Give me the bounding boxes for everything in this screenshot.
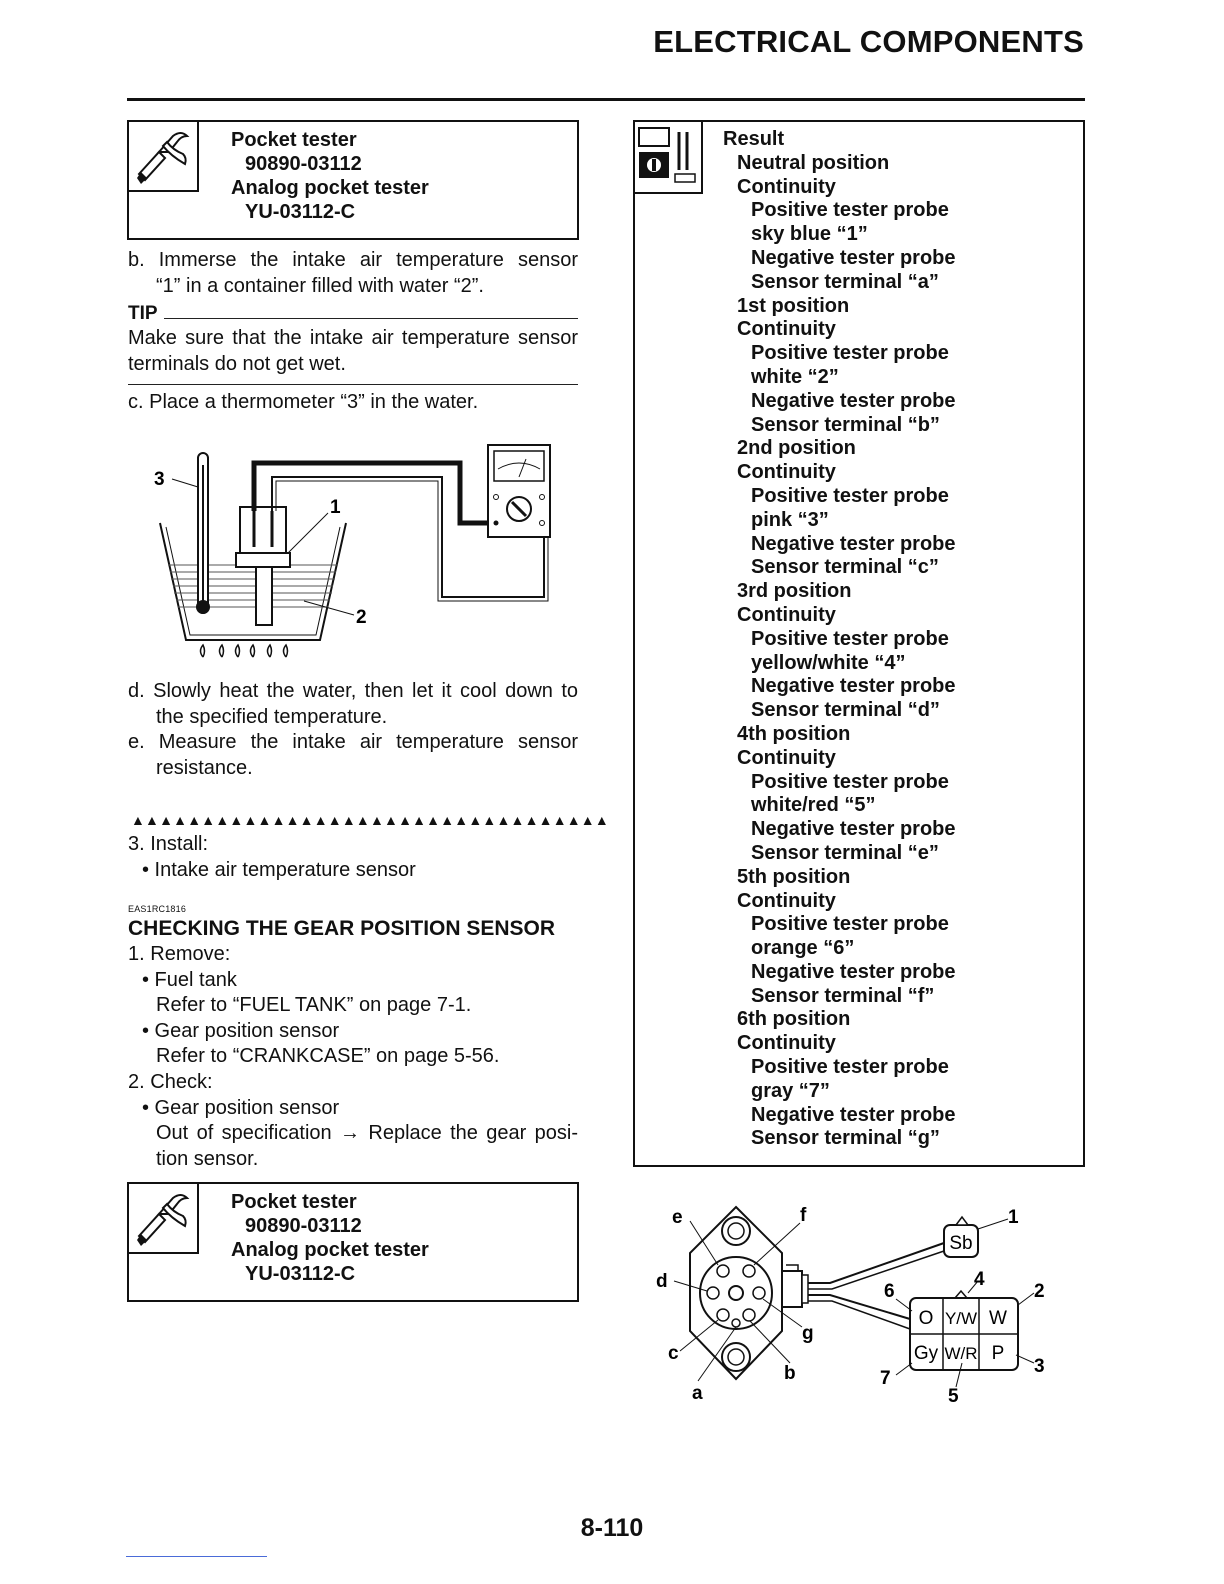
step-label: e.: [128, 731, 145, 753]
tool-part-number: 90890-03112: [245, 153, 362, 175]
positive-probe-label: Positive tester probe: [751, 1056, 949, 1079]
step-label: 2.: [128, 1071, 145, 1093]
negative-probe-value: Sensor terminal “g”: [751, 1127, 940, 1150]
remove-step: [128, 942, 578, 1070]
check-step: [128, 1070, 578, 1172]
multimeter-icon: [635, 122, 703, 194]
tool-name: Pocket tester: [231, 129, 357, 151]
step-title: Remove:: [150, 943, 231, 965]
result-list: [723, 128, 956, 1151]
gear-position: Neutral position: [737, 151, 890, 174]
result-spec-box: [633, 120, 1085, 1167]
step-label: d.: [128, 680, 145, 702]
positive-probe-value: sky blue “1”: [751, 223, 868, 246]
remove-item: • Gear position sensor: [142, 1019, 340, 1042]
callout-6: 6: [884, 1281, 895, 1302]
page-title: ELECTRICAL COMPONENTS: [653, 24, 1084, 59]
terminal-g-label: g: [802, 1323, 814, 1344]
tool-icon: [129, 1184, 199, 1254]
positive-probe-label: Positive tester probe: [751, 913, 949, 936]
step-text-continued: resistance.: [156, 756, 253, 779]
callout-4: 4: [974, 1269, 985, 1290]
negative-probe-value: Sensor terminal “a”: [751, 270, 939, 293]
install-item: • Intake air temperature sensor: [142, 858, 416, 881]
callout-5: 5: [948, 1386, 959, 1407]
positive-probe-value: gray “7”: [751, 1079, 830, 1102]
terminal-f-label: f: [800, 1205, 807, 1226]
tool-part-number: YU-03112-C: [245, 1263, 356, 1285]
step-text: Slowly heat the water, then let it cool down to: [153, 680, 578, 702]
heat-flames-icon: [201, 645, 288, 657]
terminal-a-label: a: [692, 1383, 703, 1404]
callout-2: 2: [1034, 1281, 1045, 1302]
result-state: Continuity: [737, 603, 836, 626]
step-b: [128, 248, 578, 299]
result-state: Continuity: [737, 746, 836, 769]
special-tool-box-1: [127, 120, 579, 240]
gear-position: 6th position: [737, 1008, 851, 1031]
tip-text: [128, 326, 578, 377]
connector-cell-o: O: [918, 1308, 934, 1329]
result-state: Continuity: [737, 889, 836, 912]
tip-rule: [164, 318, 578, 319]
section-code: EAS1RC1816: [128, 904, 187, 914]
remove-item: • Fuel tank: [142, 968, 237, 991]
positive-probe-value: white/red “5”: [751, 794, 876, 817]
special-tool-box-2: [127, 1182, 579, 1302]
result-state: Continuity: [737, 318, 836, 341]
callout-2: 2: [356, 607, 367, 628]
connector-cell-gy: Gy: [913, 1343, 939, 1364]
connector-cell-wr: W/R: [944, 1344, 978, 1363]
negative-probe-value: Sensor terminal “e”: [751, 841, 939, 864]
step-title: Check:: [150, 1071, 213, 1093]
tip-line: Make sure that the intake air temperature sensor: [128, 327, 578, 349]
connector-cell-yw: Y/W: [944, 1309, 978, 1328]
result-title: Result: [723, 128, 785, 150]
positive-probe-value: yellow/white “4”: [751, 651, 906, 674]
page-number: 8-110: [580, 1514, 644, 1542]
positive-probe-label: Positive tester probe: [751, 770, 949, 793]
gear-position: 2nd position: [737, 437, 856, 460]
terminal-c-label: c: [668, 1343, 679, 1364]
step-e: [128, 730, 578, 781]
positive-probe-label: Positive tester probe: [751, 484, 949, 507]
positive-probe-label: Positive tester probe: [751, 342, 949, 365]
step-c: [128, 390, 578, 416]
positive-probe-label: Positive tester probe: [751, 627, 949, 650]
footer-link-underline[interactable]: [126, 1556, 267, 1557]
result-state: Continuity: [737, 461, 836, 484]
negative-probe-label: Negative tester probe: [751, 532, 956, 555]
negative-probe-value: Sensor terminal “c”: [751, 556, 939, 579]
callout-3: 3: [1034, 1356, 1045, 1377]
result-state: Continuity: [737, 1032, 836, 1055]
negative-probe-label: Negative tester probe: [751, 675, 956, 698]
callout-1: 1: [330, 497, 341, 518]
tool-part-number: 90890-03112: [245, 1215, 362, 1237]
step-text: Immerse the intake air temperature sensor: [158, 249, 578, 271]
sensor-water-test-figure: [140, 435, 560, 665]
callout-1: 1: [1008, 1207, 1019, 1228]
check-instruction: tion sensor.: [156, 1147, 259, 1170]
terminal-e-label: e: [672, 1207, 683, 1228]
connector-cell-p: P: [991, 1343, 1005, 1364]
negative-probe-label: Negative tester probe: [751, 389, 956, 412]
step-label: 3.: [128, 833, 145, 855]
step-text-continued: the specified temperature.: [156, 705, 388, 728]
step-label: b.: [128, 249, 145, 271]
gear-position: 1st position: [737, 294, 850, 317]
page-reference: Refer to “FUEL TANK” on page 7-1.: [156, 994, 472, 1016]
terminal-b-label: b: [784, 1363, 796, 1384]
step-title: Install:: [150, 833, 209, 855]
terminal-d-label: d: [656, 1271, 668, 1292]
positive-probe-value: white “2”: [751, 365, 839, 388]
negative-probe-value: Sensor terminal “b”: [751, 413, 940, 436]
step-text: Place a thermometer “3” in the water.: [149, 391, 479, 413]
negative-probe-label: Negative tester probe: [751, 818, 956, 841]
gear-position-sensor-figure: [650, 1195, 1070, 1410]
header-divider: [127, 98, 1085, 101]
negative-probe-value: Sensor terminal “d”: [751, 699, 940, 722]
negative-probe-value: Sensor terminal “f”: [751, 984, 935, 1007]
tool-name: Analog pocket tester: [231, 1239, 429, 1261]
step-d: [128, 679, 578, 730]
result-state: Continuity: [737, 175, 836, 198]
gear-position: 5th position: [737, 865, 851, 888]
tip-label: TIP: [128, 303, 158, 324]
callout-7: 7: [880, 1368, 891, 1389]
gear-position: 4th position: [737, 722, 851, 745]
step-text: Measure the intake air temperature sensor: [158, 731, 578, 753]
check-instruction: Out of specification → Replace the gear posi-: [156, 1122, 578, 1144]
positive-probe-value: pink “3”: [751, 508, 829, 531]
negative-probe-label: Negative tester probe: [751, 246, 956, 269]
tip-line: terminals do not get wet.: [128, 352, 346, 375]
connector-sb-label: Sb: [949, 1233, 973, 1254]
step-label: 1.: [128, 943, 145, 965]
step-text-continued: “1” in a container filled with water “2”.: [156, 274, 484, 297]
tool-name: Analog pocket tester: [231, 177, 429, 199]
tool-part-number: YU-03112-C: [245, 201, 356, 223]
end-of-procedure-separator: ▲▲▲▲▲▲▲▲▲▲▲▲▲▲▲▲▲▲▲▲▲▲▲▲▲▲▲▲▲▲▲▲▲▲: [131, 812, 609, 828]
section-title: CHECKING THE GEAR POSITION SENSOR: [128, 917, 556, 940]
negative-probe-label: Negative tester probe: [751, 1103, 956, 1126]
positive-probe-value: orange “6”: [751, 937, 855, 960]
negative-probe-label: Negative tester probe: [751, 960, 956, 983]
tool-name: Pocket tester: [231, 1191, 357, 1213]
install-step: [128, 832, 578, 883]
tip-end-rule: [128, 384, 578, 385]
step-label: c.: [128, 391, 144, 413]
tool-icon: [129, 122, 199, 192]
positive-probe-label: Positive tester probe: [751, 199, 949, 222]
gear-position: 3rd position: [737, 580, 852, 603]
check-item: • Gear position sensor: [142, 1096, 340, 1119]
connector-cell-w: W: [989, 1308, 1007, 1329]
callout-3: 3: [154, 469, 165, 490]
page-reference: Refer to “CRANKCASE” on page 5-56.: [156, 1045, 500, 1067]
